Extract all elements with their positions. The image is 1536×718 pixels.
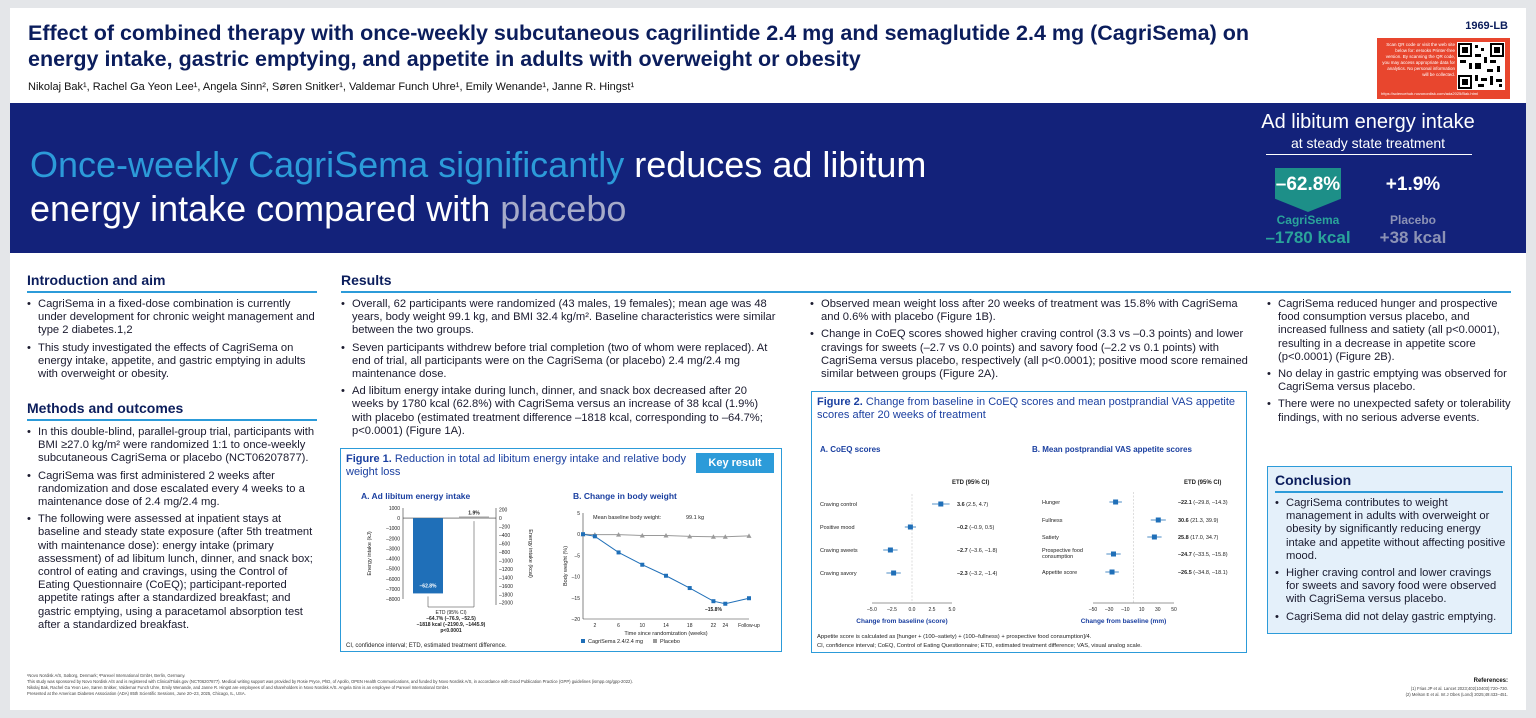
etd-marker: [1113, 500, 1118, 505]
etd-estimate: –2.3: [957, 571, 968, 577]
etd-marker: [1111, 552, 1116, 557]
etd-value: [957, 571, 998, 577]
etd-ci: (–3.6, –1.8): [967, 548, 998, 554]
methods-bullet: • In this double-blind, parallel-group trial, participants with BMI ≥27.0 kg/m² were randomized 1:1 to once-weekly subcutaneous CagriSema or placebo (NCT06207877).: [27, 426, 317, 466]
results-bullet: • No delay in gastric emptying was observed for CagriSema versus placebo.: [1267, 368, 1513, 394]
weight-loss-annotation: –15.8%: [704, 607, 722, 614]
row-label: Appetite score: [1042, 570, 1078, 576]
row-label: Satiety: [1042, 535, 1059, 541]
cagrisema-percent: –62.8%: [1275, 174, 1341, 195]
cagrisema-point: [688, 586, 692, 590]
etd-value: [957, 525, 994, 531]
y-tick-label: –5000: [386, 566, 400, 573]
panel-a-title: A. Ad libitum energy intake: [361, 491, 471, 501]
etd-ci: (2.5, 4.7): [964, 502, 989, 508]
etd-estimate: –0.2: [957, 525, 968, 531]
x-tick-label: 2: [593, 623, 597, 629]
cagrisema-line: [583, 534, 749, 604]
etd-marker: [1110, 570, 1115, 575]
etd-estimate: –24.7: [1178, 552, 1192, 558]
x-tick-label: 18: [686, 623, 693, 629]
etd-value: [1178, 570, 1228, 576]
y-tick-label: –2000: [386, 536, 400, 543]
y-tick-label-right: –1200: [499, 566, 513, 573]
panel-a-title: A. CoEQ scores: [820, 445, 881, 454]
cagrisema-point: [581, 532, 585, 536]
figure-2: [811, 391, 1247, 653]
footer-line: ¹Novo Nordisk A/S, Søborg, Denmark; ²Parexel International GmbH, Berlin, Germany.: [27, 673, 186, 678]
x-tick-label: –10: [1121, 607, 1130, 613]
stat-divider: [1266, 154, 1472, 155]
y-tick-label-right: 0: [499, 516, 502, 523]
etd-estimate: –26.5: [1178, 570, 1192, 576]
x-axis-label: Change from baseline (mm): [1080, 618, 1167, 625]
methods-bullets: [27, 426, 317, 636]
x-tick-label: –5.0: [867, 607, 877, 613]
stat-title: Ad libitum energy intake: [1261, 111, 1475, 133]
y-tick-label: 1000: [388, 506, 400, 512]
etd-marker: [908, 525, 913, 530]
figure-1-title-text: Reduction in total ad libitum energy intake and relative body weight loss: [346, 453, 686, 478]
y-tick-label: 0: [397, 516, 400, 523]
figure-2-footnote: CI, confidence interval; CoEQ, Control of Eating Questionnaire; ETD, estimated treatment difference; VAS, visual analog scale.: [817, 643, 1142, 649]
cagrisema-point: [747, 596, 751, 600]
conclusion-bullet: • CagriSema did not delay gastric emptying.: [1275, 611, 1507, 624]
headline-line2-text: energy intake compared with: [30, 188, 501, 229]
etd-estimate: 3.6: [957, 502, 965, 508]
results-bullet: • Seven participants withdrew before trial completion (two of whom were replaced). At end of trial, all participants were on the CagriSema (or placebo) 2.4 mg/2.4 mg maintenance dose.: [341, 342, 781, 382]
headline-highlight: Once-weekly CagriSema significantly: [30, 144, 625, 185]
methods-bullet: • CagriSema was first administered 2 weeks after randomization and dose escalated every 4 weeks to a maintenance dose of 2.4 mg/2.4 mg.: [27, 470, 317, 510]
x-tick-label: 22: [710, 623, 717, 629]
etd-ci: (–3.2, –1.4): [967, 571, 998, 577]
intro-bullet: • This study investigated the effects of CagriSema on energy intake, appetite, and gastric emptying in adults with overweight or obesity.: [27, 342, 317, 382]
bar-label-placebo: 1.9%: [468, 510, 480, 517]
x-axis-label: Time since randomization (weeks): [624, 631, 708, 637]
placebo-kcal: +38 kcal: [1379, 228, 1447, 247]
conclusion-divider: [1275, 491, 1503, 493]
legend-placebo-marker: [653, 639, 657, 643]
x-tick-label: 24: [722, 623, 729, 629]
etd-ci: (17.0, 34.7): [1188, 535, 1219, 541]
qr-panel[interactable]: [1377, 38, 1510, 99]
qr-link[interactable]: https://sciencehub.novonordisk.com/ada2025/Bak.html: [1381, 91, 1478, 96]
results-bullet: • Change in CoEQ scores showed higher craving control (3.3 vs –0.3 points) and lower cravings for sweets (–2.7 vs 0.0 points) and savory food (–2.2 vs 0.1 points) with CagriSema versus placebo, respectively (all p<0.0001); positive mood score remained similar between groups (Figure 2A).: [810, 328, 1250, 381]
etd-marker: [891, 571, 896, 576]
conclusion-bullet: • Higher craving control and lower cravings for sweets and savory food were observed with CagriSema versus placebo.: [1275, 567, 1507, 607]
y-tick-label-right: –200: [499, 524, 511, 531]
row-label: consumption: [1042, 554, 1074, 560]
bar-cagrisema: [413, 518, 443, 593]
etd-marker: [938, 502, 943, 507]
etd-label: ETD (95% CI): [435, 610, 467, 616]
footer-line: Nikolaj Bak, Rachel Ga Yeon Lee, Søren Snitker, Valdemar Funch Uhre, Emily Wenande, and Janne R. Hingst are employees of and shareholders in Novo Nordisk A/S. Angela Sinn is an employee of Parexel International GmbH.: [27, 685, 450, 690]
results-col1-bullets: [341, 298, 781, 442]
methods-divider: [27, 419, 317, 421]
panel-b-title: B. Mean postprandial VAS appetite scores: [1032, 445, 1192, 454]
x-tick-label: –2.5: [887, 607, 897, 613]
etd-header: ETD (95% CI): [1184, 480, 1222, 486]
y-tick-label: 5: [577, 511, 580, 517]
y-tick-label-right: –1800: [499, 592, 513, 599]
y-tick-label: 0: [577, 532, 580, 539]
cagrisema-point: [723, 602, 727, 606]
results-col2-bullets: [810, 298, 1250, 385]
headline-line1: [30, 143, 926, 187]
y-tick-label: –4000: [386, 556, 400, 563]
etd-percent: –64.7% (–76.9, –52.5): [426, 616, 476, 622]
cagrisema-point: [664, 574, 668, 578]
footer-notes: [27, 673, 633, 697]
etd-marker: [1156, 518, 1161, 523]
row-label: Fullness: [1042, 518, 1063, 524]
y-tick-label: –10: [571, 574, 580, 581]
y-tick-label-right: –1600: [499, 583, 513, 590]
etd-ci: (–34.8, –18.1): [1191, 570, 1228, 576]
methods-heading: Methods and outcomes: [27, 400, 184, 416]
figure-2-charts: [812, 392, 1246, 652]
x-tick-label: 10: [639, 623, 646, 629]
etd-ci: (21.3, 39.9): [1188, 518, 1219, 524]
y-tick-label: –5: [574, 553, 580, 560]
x-tick-label: 2.5: [928, 607, 936, 613]
key-result-badge: Key result: [696, 453, 774, 473]
mean-baseline-label: Mean baseline body weight:: [593, 515, 662, 521]
y-axis-label: Energy intake (kJ): [367, 531, 373, 576]
figure-1: [340, 448, 782, 652]
row-label: Craving sweets: [820, 548, 858, 554]
x-tick-label: 5.0: [948, 607, 956, 613]
x-axis-label: Change from baseline (score): [856, 618, 948, 625]
y-tick-label: –20: [571, 617, 580, 623]
results-bullet: • Observed mean weight loss after 20 weeks of treatment was 15.8% with CagriSema and 0.6% with placebo (Figure 1B).: [810, 298, 1250, 324]
y-axis-label-right: Energy intake (kcal): [527, 529, 533, 578]
x-tick-label: 30: [1155, 607, 1161, 613]
poster-title: Effect of combined therapy with once-weekly subcutaneous cagrilintide 2.4 mg and semaglutide 2.4 mg (CagriSema) on energy intake, gastric emptying, and appetite in adults with overweight or obesity: [28, 21, 1249, 71]
figure-2-label: Figure 2.: [817, 396, 863, 408]
author-list: Nikolaj Bak¹, Rachel Ga Yeon Lee¹, Angela Sinn², Søren Snitker¹, Valdemar Funch Uhre¹, Emily Wenande¹, Janne R. Hingst¹: [28, 81, 635, 93]
etd-ci: (–0.9, 0.5): [967, 525, 995, 531]
methods-bullet: • The following were assessed at inpatient stays at baseline and steady state exposure (after 5th treatment with maintenance dose): energy intake (primary assessment) of ad libitum lunch, dinner, and snack box; control of eating and cravings, using the Control of Eating Questionnaire (CoEQ); participant-reported appetite ratings after a standardized breakfast; and gastric emptying, using a paracetamol absorption test after a standardized breakfast.: [27, 513, 317, 632]
references: [1406, 686, 1508, 698]
cagrisema-point: [711, 599, 715, 603]
cagrisema-point: [593, 534, 597, 538]
y-tick-label-right: 200: [499, 507, 508, 514]
results-bullet: • CagriSema reduced hunger and prospective food consumption versus placebo, and increased fullness and satiety (all p<0.0001), resulting in a decrease in appetite score (p<0.0001) (Figure 2B).: [1267, 298, 1513, 364]
etd-value: [1178, 500, 1228, 506]
mean-baseline-value: 99.1 kg: [686, 515, 705, 521]
conclusion-box: [1267, 466, 1512, 634]
intro-heading: Introduction and aim: [27, 272, 166, 288]
placebo-percent: +1.9%: [1385, 174, 1441, 195]
cagrisema-kcal: –1780 kcal: [1265, 228, 1351, 247]
etd-ci: (–29.8, –14.3): [1191, 500, 1228, 506]
legend-cagrisema: CagriSema 2.4/2.4 mg: [588, 639, 644, 645]
row-label: Positive mood: [820, 525, 855, 531]
x-tick-label: –50: [1088, 607, 1098, 613]
cagrisema-label: CagriSema: [1276, 213, 1340, 227]
etd-pvalue: p<0.0001: [440, 628, 462, 634]
etd-kcal: –1818 kcal (–2190.9, –1445.9): [416, 622, 486, 628]
y-tick-label: –8000: [386, 597, 400, 603]
y-tick-label: –3000: [386, 546, 400, 553]
headline-placebo: placebo: [500, 188, 627, 229]
results-col3-bullets: [1267, 298, 1513, 429]
y-tick-label-right: –1400: [499, 575, 513, 582]
row-label: Hunger: [1042, 500, 1061, 506]
etd-marker: [888, 548, 893, 553]
y-tick-label-right: –2000: [499, 600, 513, 607]
figure-2-footnote: Appetite score is calculated as [hunger + (100–satiety) + (100–fullness) + prospective food consumption]/4.: [817, 634, 1092, 640]
conclusion-heading: Conclusion: [1275, 472, 1352, 488]
etd-marker: [1152, 535, 1157, 540]
etd-estimate: 30.6: [1178, 518, 1189, 524]
cagrisema-point: [640, 563, 644, 567]
poster: [10, 8, 1526, 710]
intro-bullet: • CagriSema in a fixed-dose combination is currently under development for chronic weight management and type 2 diabetes.1,2: [27, 298, 317, 338]
x-tick-label: 0.0: [908, 607, 916, 613]
conclusion-bullet: • CagriSema contributes to weight management in adults with overweight or obesity by significantly reducing energy intake and appetite without affecting positive mood.: [1275, 497, 1507, 563]
figure-1-footnote: CI, confidence interval; ETD, estimated treatment difference.: [346, 643, 507, 649]
results-bullet: • Ad libitum energy intake during lunch, dinner, and snack box decreased after 20 weeks by 1780 kcal (62.8%) with CagriSema versus an increase of 38 kcal (1.9%) with placebo (estimated treatment difference –1818 kcal, corresponding to –64.7%; p<0.0001) (Figure 1A).: [341, 385, 781, 438]
results-divider: [341, 291, 1511, 293]
intro-divider: [27, 291, 317, 293]
y-tick-label: –7000: [386, 586, 400, 593]
etd-value: [957, 548, 998, 554]
x-tick-label: Follow-up: [738, 623, 760, 629]
legend-placebo: Placebo: [660, 639, 680, 645]
etd-value: [957, 502, 988, 508]
etd-estimate: –22.1: [1178, 500, 1192, 506]
placebo-label: Placebo: [1389, 213, 1437, 227]
bar-placebo: [459, 517, 489, 519]
conclusion-bullets: [1275, 497, 1507, 628]
legend-cagrisema-marker: [581, 639, 585, 643]
reference-1: (1) Frias JP et al. Lancet 2023;402(10403):720–730.: [1410, 686, 1508, 691]
etd-header: ETD (95% CI): [952, 480, 990, 486]
footer-line: Presented at the American Diabetes Association (ADA) 85th Scientific Sessions, June 20–23, 2025, Chicago, IL, USA.: [27, 691, 246, 696]
x-tick-label: 10: [1138, 607, 1145, 613]
row-label: Craving savory: [820, 571, 857, 577]
y-axis-label: Body weight (%): [563, 545, 569, 587]
x-tick-label: –30: [1105, 607, 1114, 613]
headline-rest: reduces ad libitum: [624, 144, 927, 185]
figure-2-title-text: Change from baseline in CoEQ scores and mean postprandial VAS appetite scores after 20 weeks of treatment: [817, 396, 1236, 421]
qr-code-icon[interactable]: [1457, 42, 1505, 90]
qr-instructions: Scan QR code or visit the web site below for: eHooks Printer-free version. By scanning the QR code, you may access appropriate data for analytics. No personal information will be collected.: [1382, 42, 1455, 77]
results-bullet: • Overall, 62 participants were randomized (43 males, 19 females); mean age was 48 years, body weight 99.1 kg, and BMI 32.4 kg/m². Baseline characteristics were similar between the two groups.: [341, 298, 781, 338]
results-bullet: • There were no unexpected safety or tolerability findings, with no serious adverse events.: [1267, 398, 1513, 424]
y-tick-label: –6000: [386, 576, 400, 583]
panel-b-title: B. Change in body weight: [573, 491, 677, 501]
figure-1-charts: [341, 449, 781, 651]
y-tick-label: –15: [571, 595, 580, 602]
etd-value: [1178, 518, 1219, 524]
x-tick-label: 50: [1171, 607, 1177, 613]
row-label: Craving control: [820, 502, 857, 508]
stat-subtitle: at steady state treatment: [1290, 135, 1446, 151]
results-heading: Results: [341, 272, 392, 288]
y-tick-label-right: –400: [499, 533, 511, 540]
y-tick-label-right: –1000: [499, 558, 513, 565]
footer-line: This study was sponsored by Novo Nordisk A/S and is registered with ClinicalTrials.gov (NCT06207877). Medical writing support was provided by Rosie Pryce, PhD, of Apollo, OPEN Health Communications, and funded by Novo Nordisk A/S, in accordance with Good Publication Practice (GPP) guidelines (ismpp.org/gpp-2022).: [27, 679, 633, 684]
reference-2: (2) Melson E et al. Int J Obes (Lond) 2025;49:433–451.: [1405, 692, 1508, 697]
y-tick-label-right: –800: [499, 549, 511, 556]
x-tick-label: 6: [617, 623, 620, 629]
headline-line2: [30, 187, 626, 231]
y-tick-label: –1000: [386, 526, 400, 533]
poster-number: 1969-LB: [1465, 20, 1508, 32]
figure-1-label: Figure 1.: [346, 453, 392, 465]
x-tick-label: 14: [663, 623, 669, 629]
intro-bullets: [27, 298, 317, 385]
references-title: References:: [1473, 678, 1508, 684]
bar-label-cagrisema: –62.8%: [419, 583, 437, 590]
etd-value: [1178, 535, 1219, 541]
etd-ci: (–33.5, –15.8): [1191, 552, 1228, 558]
y-tick-label-right: –600: [499, 541, 511, 548]
etd-estimate: 25.8: [1178, 535, 1189, 541]
row-label: Prospective food: [1042, 548, 1083, 554]
etd-estimate: –2.7: [957, 548, 968, 554]
etd-value: [1178, 552, 1228, 558]
cagrisema-point: [617, 550, 621, 554]
